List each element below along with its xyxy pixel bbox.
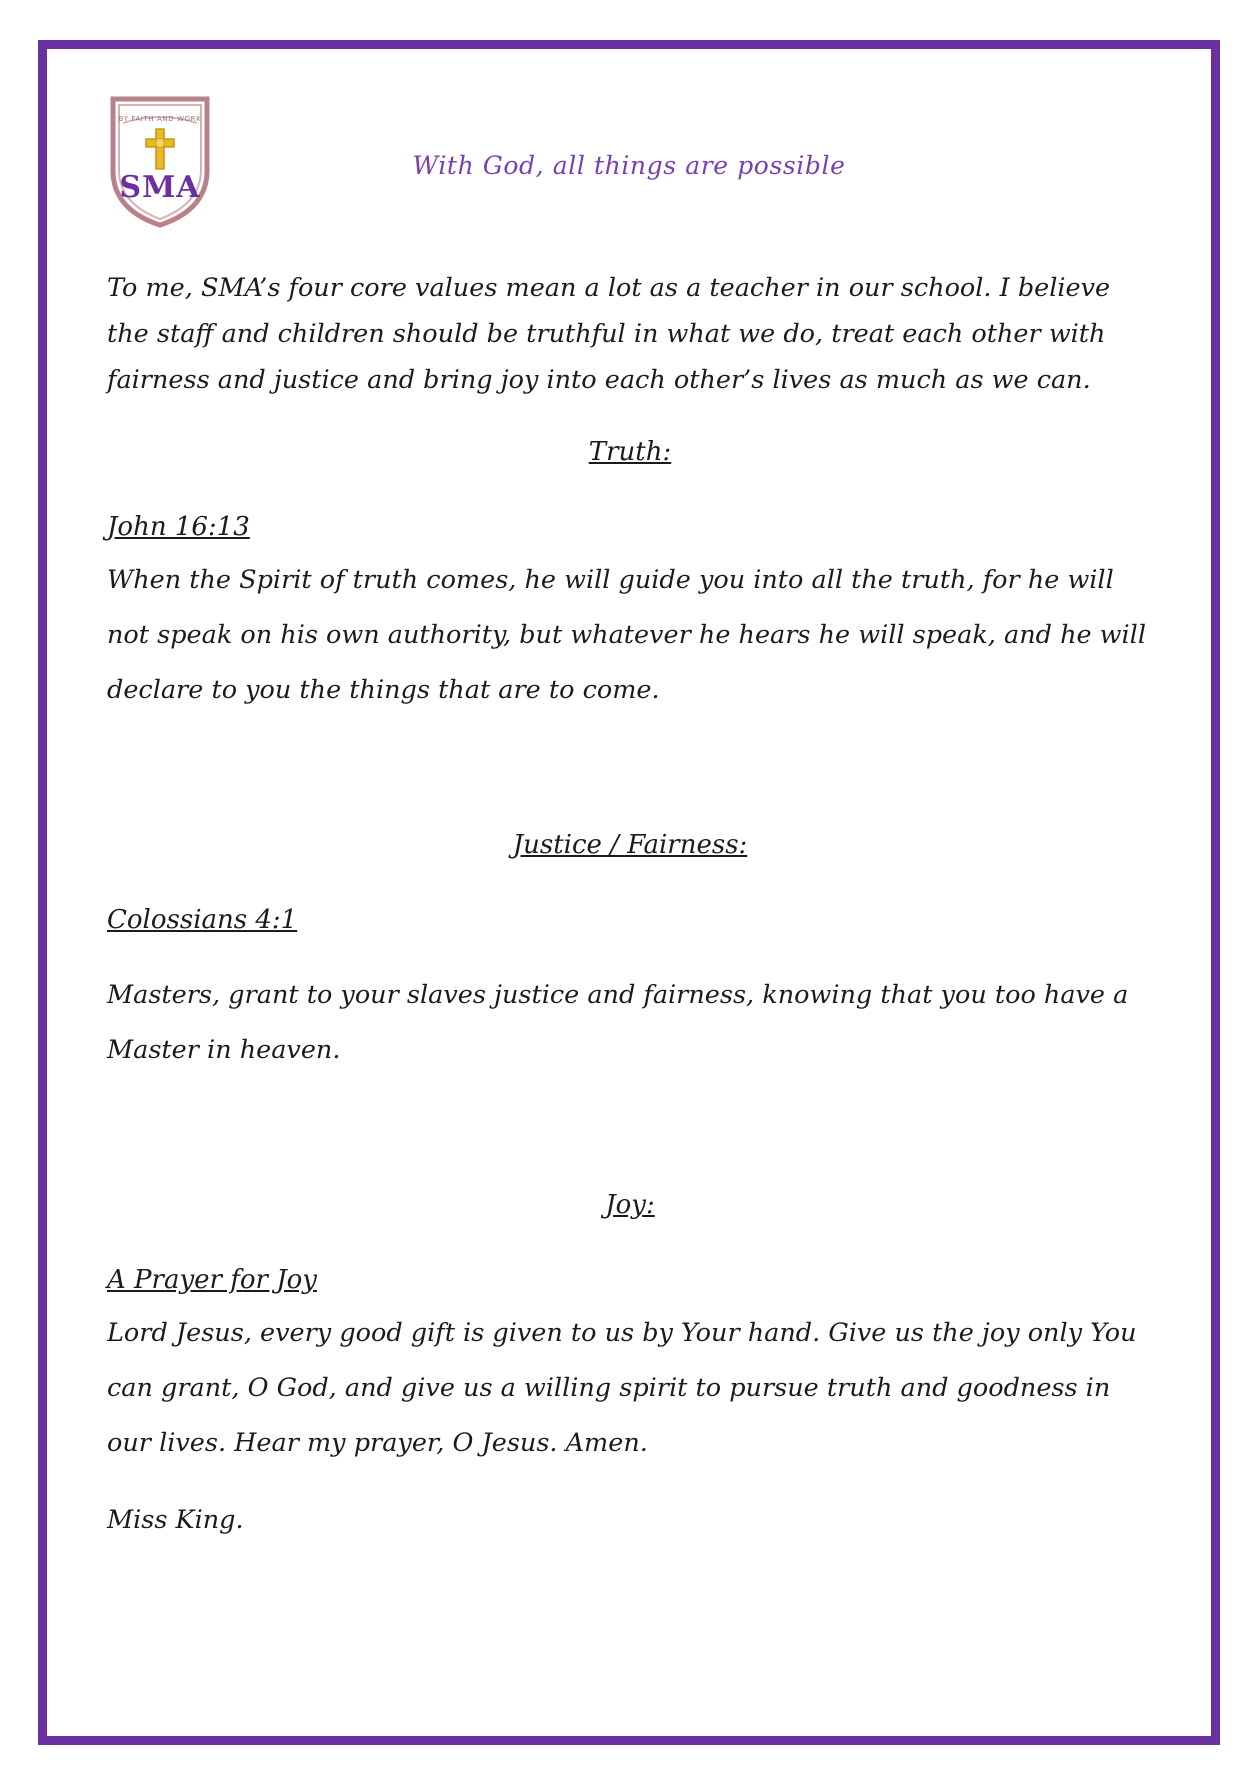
svg-text:BY FAITH AND WORK: BY FAITH AND WORK [118, 115, 202, 123]
prayer-title-joy: A Prayer for Joy [107, 1265, 317, 1295]
document-page [38, 40, 1220, 1745]
page-inner [47, 49, 1211, 1736]
intro-paragraph: To me, SMA’s four core values mean a lot as a teacher in our school. I believe the staff and children should be truthful in what we do, treat each other with fairness and justice and bring joy into each other’s lives as much as we can. [107, 273, 1111, 395]
document-body [77, 265, 1181, 1544]
scripture-text-truth: When the Spirit of truth comes, he will guide you into all the truth, for he will not speak on his own authority, but whatever he hears he will speak, and he will declare to you the things that are to come. [107, 565, 1146, 705]
section-heading-truth: Truth: [588, 437, 672, 467]
section-heading-joy: Joy: [605, 1190, 655, 1220]
scripture-reference-justice: Colossians 4:1 [107, 905, 298, 935]
section-heading-justice: Justice / Fairness: [512, 830, 748, 860]
scripture-reference-truth: John 16:13 [107, 512, 250, 542]
scripture-text-justice: Masters, grant to your slaves justice and fairness, knowing that you too have a Master in heaven. [107, 980, 1129, 1065]
signature-line: Miss King. [107, 1505, 244, 1535]
spacer-2 [107, 946, 1153, 968]
document-header [77, 67, 1181, 217]
prayer-text-joy: Lord Jesus, every good gift is given to us by Your hand. Give us the joy only You can grant, O God, and give us a willing spirit to pursue truth and goodness in our lives. Hear my prayer, O Jesus. Amen. [107, 1318, 1137, 1458]
spacer-3 [107, 1084, 1153, 1156]
school-motto: With God, all things are possible [412, 151, 846, 180]
spacer-1 [107, 724, 1153, 796]
svg-text:SMA: SMA [119, 170, 201, 205]
